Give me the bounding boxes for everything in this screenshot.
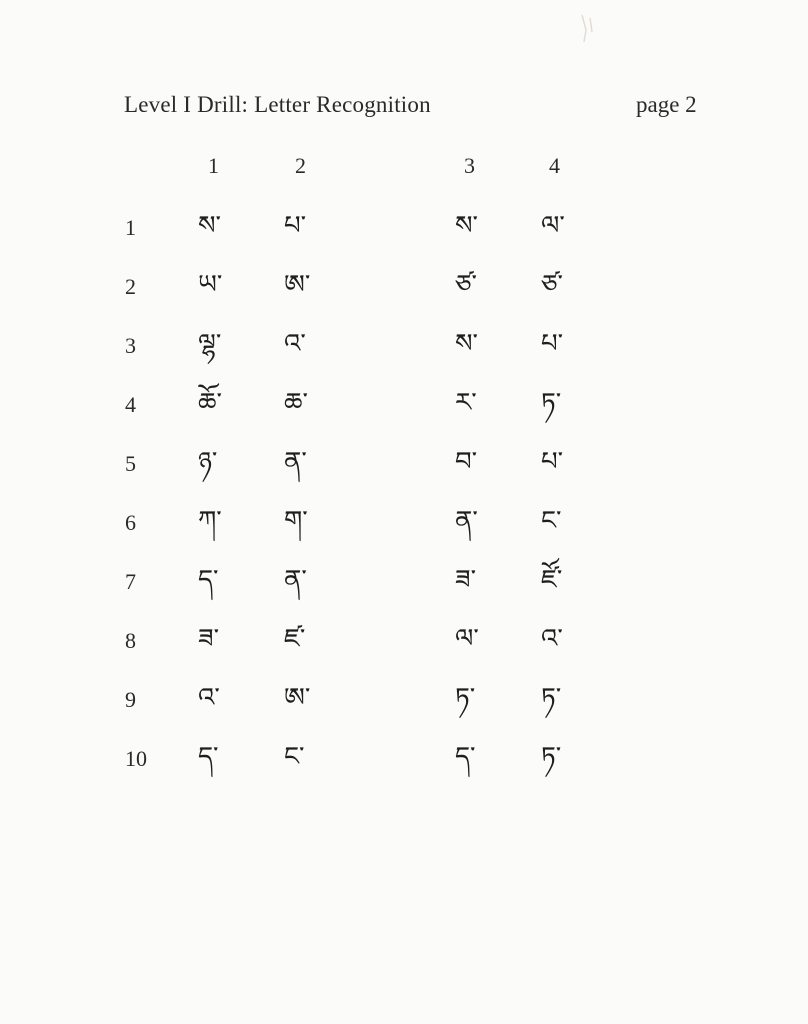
row-number: 4 bbox=[125, 392, 136, 417]
tibetan-letter: བ་ bbox=[455, 447, 478, 477]
column-header: 4 bbox=[549, 153, 560, 178]
column-header: 2 bbox=[295, 153, 306, 178]
row-number: 1 bbox=[125, 215, 136, 240]
tibetan-letter: ཉ་ bbox=[198, 447, 218, 477]
row-number: 10 bbox=[125, 746, 147, 771]
tibetan-letter: ས་ bbox=[455, 211, 479, 241]
tibetan-letter: ཟ་ bbox=[198, 624, 220, 654]
tibetan-letter: ན་ bbox=[455, 506, 478, 536]
tibetan-letter: པ་ bbox=[284, 211, 307, 241]
row-number: 5 bbox=[125, 451, 136, 476]
tibetan-letter: པ་ bbox=[541, 329, 564, 359]
page-number: page 2 bbox=[636, 92, 697, 117]
tibetan-letter: ཀ་ bbox=[198, 506, 222, 536]
row-number: 3 bbox=[125, 333, 136, 358]
tibetan-letter: ད་ bbox=[198, 742, 219, 772]
tibetan-letter: ས་ bbox=[455, 329, 479, 359]
column-header: 3 bbox=[464, 153, 475, 178]
row-number: 9 bbox=[125, 687, 136, 712]
tibetan-letter: པ་ bbox=[541, 447, 564, 477]
tibetan-letter: ད་ bbox=[455, 742, 476, 772]
tibetan-letter: ང་ bbox=[541, 506, 562, 536]
tibetan-letter: ད་ bbox=[198, 565, 219, 595]
row-number: 6 bbox=[125, 510, 136, 535]
tibetan-letter: ག་ bbox=[284, 506, 308, 536]
tibetan-letter: འ་ bbox=[198, 683, 220, 713]
tibetan-letter: ཛ་ bbox=[284, 624, 306, 654]
tibetan-letter: ལ་ bbox=[541, 211, 565, 241]
tibetan-letter: ཏ་ bbox=[541, 388, 562, 418]
tibetan-letter: ཆ་ bbox=[284, 388, 308, 418]
tibetan-letter: ལ་ bbox=[455, 624, 479, 654]
tibetan-letter: ཏ་ bbox=[455, 683, 476, 713]
tibetan-letter: འ་ bbox=[284, 329, 306, 359]
tibetan-letter: ཡ་ bbox=[198, 270, 223, 300]
tibetan-letter: ས་ bbox=[198, 211, 222, 241]
tibetan-letter: ཙ་ bbox=[455, 270, 477, 300]
tibetan-letter: ན་ bbox=[284, 447, 307, 477]
tibetan-letter: ཟ་ bbox=[455, 565, 477, 595]
tibetan-letter: ཨ་ bbox=[284, 270, 311, 300]
tibetan-letter: ལྷ་ bbox=[198, 329, 222, 359]
row-number: 7 bbox=[125, 569, 136, 594]
tibetan-letter: ཏ་ bbox=[541, 683, 562, 713]
tibetan-letter: ན་ bbox=[284, 565, 307, 595]
paper-speck bbox=[572, 10, 602, 50]
page-title: Level I Drill: Letter Recognition bbox=[124, 92, 431, 117]
tibetan-letter: ཏ་ bbox=[541, 742, 562, 772]
tibetan-letter: ཛོ་ bbox=[541, 565, 563, 595]
row-number: 8 bbox=[125, 628, 136, 653]
tibetan-letter: ཙ་ bbox=[541, 270, 563, 300]
tibetan-letter: ཆོ་ bbox=[198, 388, 222, 418]
tibetan-letter: འ་ bbox=[541, 624, 563, 654]
tibetan-letter: ཨ་ bbox=[284, 683, 311, 713]
row-number: 2 bbox=[125, 274, 136, 299]
column-header: 1 bbox=[208, 153, 219, 178]
tibetan-letter: ང་ bbox=[284, 742, 305, 772]
tibetan-letter: ར་ bbox=[455, 388, 477, 418]
